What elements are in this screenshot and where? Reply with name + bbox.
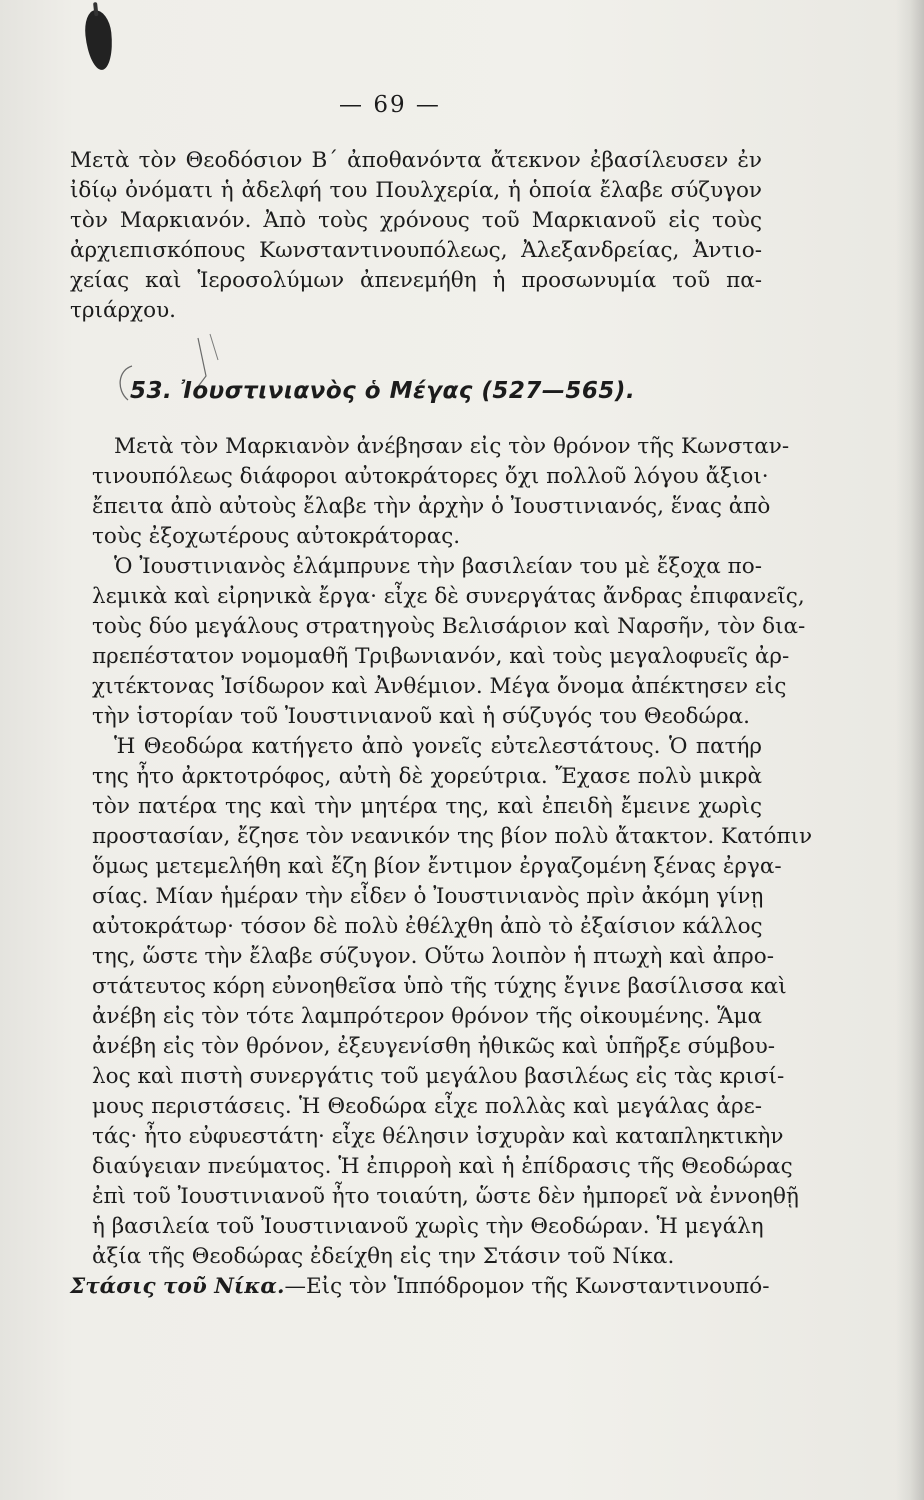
paragraph-3 [70,552,806,732]
text-line: πρεπέστατον νομομαθῆ Τριβωνιανόν, καὶ τοὺς μεγαλοφυεῖς ἀρ- [92,644,790,669]
ink-blot-mark [83,9,115,71]
text-line: τοὺς ἐξοχωτέρους αὐτοκράτορας. [92,524,461,549]
paragraph-4 [70,732,813,1272]
text-line: σίας. Μίαν ἡμέραν τὴν εἶδεν ὁ Ἰουστινιανὸς πρὶν ἀκόμη γίνῃ [92,884,764,909]
text-line: τὴν ἱστορίαν τοῦ Ἰουστινιανοῦ καὶ ἡ σύζυγός του Θεοδώρα. [92,704,751,729]
text-line: ἀξία τῆς Θεοδώρας ἐδείχθη εἰς την Στάσιν τοῦ Νίκα. [92,1244,675,1269]
text-line: τριάρχου. [70,298,176,323]
text-line: ἀνέβη εἰς τὸν τότε λαμπρότερον θρόνον τῆς οἰκουμένης. Ἅμα [92,1004,762,1029]
text-line: τοὺς δύο μεγάλους στρατηγοὺς Βελισάριον καὶ Ναρσῆν, τὸν δια- [92,614,806,639]
text-line: Μετὰ τὸν Θεοδόσιον Β΄ ἀποθανόντα ἄτεκνον ἐβασίλευσεν ἐν [70,148,762,173]
text-line: μους περιστάσεις. Ἡ Θεοδώρα εἶχε πολλὰς καὶ μεγάλας ἀρε- [92,1094,762,1119]
text-line: Μετὰ τὸν Μαρκιανὸν ἀνέβησαν εἰς τὸν θρόνον τῆς Κωνσταν- [114,434,790,459]
text-line: τινουπόλεως διάφοροι αὐτοκράτορες ὄχι πολλοῦ λόγου ἄξιοι· [92,464,769,489]
text-line: ἡ βασιλεία τοῦ Ἰουστινιανοῦ χωρὶς τὴν Θεοδώραν. Ἡ μεγάλη [92,1214,764,1239]
pencil-annotation-icon [110,330,250,420]
text-line: ὅμως μετεμελήθη καὶ ἔζη βίον ἔντιμον ἐργαζομένη ξένας ἐργα- [92,854,782,879]
text-line: διαύγειαν πνεύματος. Ἡ ἐπιρροὴ καὶ ἡ ἐπίδρασις τῆς Θεοδώρας [92,1154,793,1179]
text-line: ἀρχιεπισκόπους Κωνσταντινουπόλεως, Ἀλεξανδρείας, Ἀντιο- [70,238,762,263]
text-line: τάς· ἦτο εὐφυεστάτη· εἶχε θέλησιν ἰσχυρὰν καὶ καταπληκτικὴν [92,1124,784,1149]
text-line: χιτέκτονας Ἰσίδωρον καὶ Ἀνθέμιον. Μέγα ὄνομα ἀπέκτησεν εἰς [92,674,787,699]
section-body [70,432,813,1302]
page-number: — 69 — [339,92,441,118]
text-line: λος καὶ πιστὴ συνεργάτις τοῦ μεγάλου βασιλέως εἰς τὰς κρισί- [92,1064,785,1089]
text-line: στάτευτος κόρη εὐνοηθεῖσα ὑπὸ τῆς τύχης ἔγινε βασίλισσα καὶ [92,974,787,999]
text-line: ἰδίῳ ὀνόματι ἡ ἀδελφή του Πουλχερία, ἡ ὁποία ἔλαβε σύζυγον [70,178,762,203]
subsection-title: Στάσις τοῦ Νίκα. [70,1274,285,1299]
text-line: της ἦτο ἀρκτοτρόφος, αὐτὴ δὲ χορεύτρια. Ἔχασε πολὺ μικρὰ [92,764,762,789]
text-line: αὐτοκράτωρ· τόσον δὲ πολὺ ἐθέλχθη ἀπὸ τὸ ἐξαίσιον κάλλος [92,914,763,939]
text-line: λεμικὰ καὶ εἰρηνικὰ ἔργα· εἶχε δὲ συνεργάτας ἄνδρας ἐπιφανεῖς, [92,584,805,609]
text-line: τὸν πατέρα της καὶ τὴν μητέρα της, καὶ ἐπειδὴ ἔμεινε χωρὶς [92,794,762,819]
paragraph-2 [70,432,790,552]
text-line [70,1272,770,1302]
text-line: της, ὥστε τὴν ἔλαβε σύζυγον. Οὕτω λοιπὸν ἡ πτωχὴ καὶ ἀπρο- [92,944,774,969]
page-edge-shadow [896,0,924,1500]
text-line: Ἡ Θεοδώρα κατήγετο ἀπὸ γονεῖς εὐτελεστάτους. Ὁ πατήρ [114,734,762,759]
paragraph-1 [70,146,762,326]
text-line: ἀνέβη εἰς τὸν θρόνον, ἐξευγενίσθη ἠθικῶς καὶ ὑπῆρξε σύμβου- [92,1034,776,1059]
text-line: ἔπειτα ἀπὸ αὐτοὺς ἔλαβε τὴν ἀρχὴν ὁ Ἰουστινιανός, ἕνας ἀπὸ [92,494,771,519]
text-line: χείας καὶ Ἱεροσολύμων ἀπενεμήθη ἡ προσωνυμία τοῦ πα- [70,268,762,293]
text-line: προστασίαν, ἔζησε τὸν νεανικόν της βίον πολὺ ἄτακτον. Κατόπιν [92,824,813,849]
text-line: Ὁ Ἰουστινιανὸς ἐλάμπρυνε τὴν βασιλείαν του μὲ ἔξοχα πο- [114,554,762,579]
text-line: τὸν Μαρκιανόν. Ἀπὸ τοὺς χρόνους τοῦ Μαρκιανοῦ εἰς τοὺς [70,208,762,233]
section-heading: 53. Ἰουστινιανὸς ὁ Μέγας (527—565). [130,378,636,404]
text-line: ἐπὶ τοῦ Ἰουστινιανοῦ ἦτο τοιαύτη, ὥστε δὲν ἠμπορεῖ νὰ ἐννοηθῇ [92,1184,799,1209]
paragraph-5 [70,1272,770,1302]
subsection-text: —Εἰς τὸν Ἱππόδρομον τῆς Κωνσταντινουπό- [284,1274,770,1299]
